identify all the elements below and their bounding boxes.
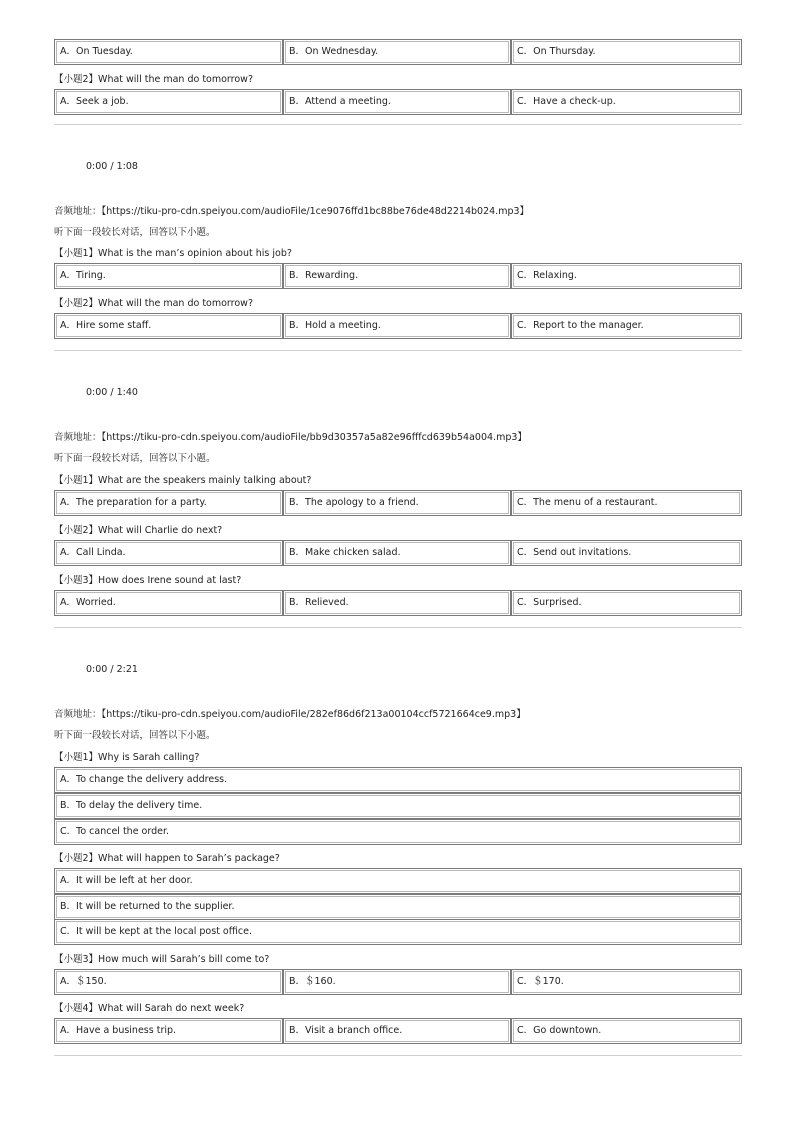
option-a: A．Tiring. [54, 263, 283, 289]
question-prompt: 【小题2】What will happen to Sarah’s package? [54, 853, 280, 864]
answer-options-row [54, 490, 742, 516]
option-b: B．＄160. [283, 969, 511, 995]
answer-options-row [54, 263, 742, 289]
question-prompt: 【小题1】Why is Sarah calling? [54, 752, 200, 763]
audio-player-time[interactable]: 0:00 / 1:40 [86, 387, 138, 398]
audio-player-time[interactable]: 0:00 / 2:21 [86, 664, 138, 675]
audio-player-time[interactable]: 0:00 / 1:08 [86, 161, 138, 172]
option-a: A．On Tuesday. [54, 39, 283, 65]
answer-options-row [54, 313, 742, 339]
answer-options-row [54, 540, 742, 566]
listening-instruction: 听下面一段较长对话，回答以下小题。 [54, 453, 216, 464]
option-a: A．It will be left at her door. [54, 868, 742, 894]
option-a: A．Worried. [54, 590, 283, 616]
option-c: C．Surprised. [511, 590, 742, 616]
answer-options-row [54, 1018, 742, 1044]
option-c: C．On Thursday. [511, 39, 742, 65]
audio-url: 【https://tiku-pro-cdn.speiyou.com/audioFile/bb9d30357a5a82e96fffcd639b54a004.mp3】 [101, 432, 527, 443]
option-c: C．Have a check-up. [511, 89, 742, 115]
option-b: B．Hold a meeting. [283, 313, 511, 339]
section-divider [54, 627, 742, 628]
option-b: B．Make chicken salad. [283, 540, 511, 566]
option-a: A．＄150. [54, 969, 283, 995]
option-b: B．Visit a branch office. [283, 1018, 511, 1044]
option-c: C．Send out invitations. [511, 540, 742, 566]
question-prompt: 【小题2】What will the man do tomorrow? [54, 74, 253, 85]
option-a: A．The preparation for a party. [54, 490, 283, 516]
audio-url: 【https://tiku-pro-cdn.speiyou.com/audioFile/282ef86d6f213a00104ccf5721664ce9.mp3】 [101, 709, 526, 720]
audio-url-line [54, 203, 529, 217]
option-c: C．＄170. [511, 969, 742, 995]
listening-instruction: 听下面一段较长对话，回答以下小题。 [54, 730, 216, 741]
question-prompt: 【小题1】What is the man’s opinion about his job? [54, 248, 292, 259]
option-c: C．Report to the manager. [511, 313, 742, 339]
section-divider [54, 350, 742, 351]
option-b: B．Rewarding. [283, 263, 511, 289]
answer-options-row [54, 590, 742, 616]
option-c: C．Go downtown. [511, 1018, 742, 1044]
option-b: B．To delay the delivery time. [54, 793, 742, 819]
option-c: C．It will be kept at the local post office. [54, 919, 742, 945]
option-b: B．Relieved. [283, 590, 511, 616]
section-divider [54, 1055, 742, 1056]
answer-options-row [54, 969, 742, 995]
audio-url-line [54, 706, 526, 720]
audio-url-line [54, 429, 527, 443]
audio-url-label: 音频地址： [54, 432, 102, 443]
question-prompt: 【小题4】What will Sarah do next week? [54, 1003, 245, 1014]
option-a: A．Have a business trip. [54, 1018, 283, 1044]
question-prompt: 【小题2】What will the man do tomorrow? [54, 298, 253, 309]
question-prompt: 【小题1】What are the speakers mainly talking about? [54, 475, 312, 486]
audio-url-label: 音频地址： [54, 709, 102, 720]
option-b: B．It will be returned to the supplier. [54, 894, 742, 920]
option-c: C．Relaxing. [511, 263, 742, 289]
question-prompt: 【小题3】How much will Sarah’s bill come to? [54, 954, 270, 965]
option-b: B．Attend a meeting. [283, 89, 511, 115]
option-b: B．The apology to a friend. [283, 490, 511, 516]
answer-options-row [54, 39, 742, 65]
question-prompt: 【小题3】How does Irene sound at last? [54, 575, 242, 586]
option-a: A．Call Linda. [54, 540, 283, 566]
option-a: A．To change the delivery address. [54, 767, 742, 793]
option-c: C．To cancel the order. [54, 819, 742, 845]
option-c: C．The menu of a restaurant. [511, 490, 742, 516]
option-a: A．Hire some staff. [54, 313, 283, 339]
answer-options-row [54, 89, 742, 115]
question-prompt: 【小题2】What will Charlie do next? [54, 525, 223, 536]
option-b: B．On Wednesday. [283, 39, 511, 65]
section-divider [54, 124, 742, 125]
option-a: A．Seek a job. [54, 89, 283, 115]
audio-url: 【https://tiku-pro-cdn.speiyou.com/audioFile/1ce9076ffd1bc88be76de48d2214b024.mp3】 [101, 206, 530, 217]
listening-instruction: 听下面一段较长对话，回答以下小题。 [54, 227, 216, 238]
audio-url-label: 音频地址： [54, 206, 102, 217]
